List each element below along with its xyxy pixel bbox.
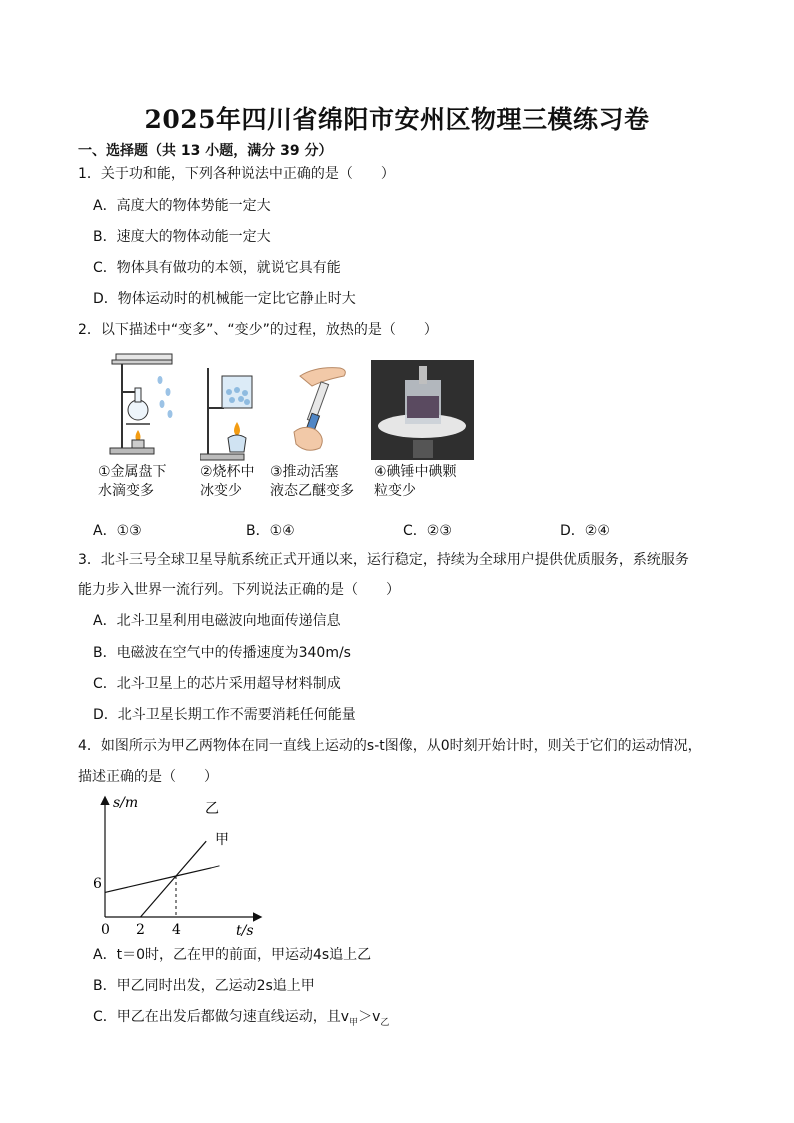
question-1-stem: 1．关于功和能，下列各种说法中正确的是（ ） <box>78 166 395 182</box>
y-axis-label: s/m <box>113 795 139 811</box>
q3-option-b: B．电磁波在空气中的传播速度为340m/s <box>93 645 351 661</box>
x-tick-0: 0 <box>101 922 110 938</box>
q2-option-b: B．①④ <box>246 523 295 539</box>
figure-iodine-photo <box>371 360 474 460</box>
q4-option-c-sub-yi: 乙 <box>380 1017 390 1028</box>
q3-option-d: D．北斗卫星长期工作不需要消耗任何能量 <box>93 707 356 723</box>
legend-leader-jia <box>212 866 220 868</box>
q2-option-d: D．②④ <box>560 523 610 539</box>
q1-option-c: C．物体具有做功的本领，就说它具有能 <box>93 260 341 276</box>
question-4-stem-line2: 描述正确的是（ ） <box>78 769 218 785</box>
x-tick-4: 4 <box>172 922 181 938</box>
q2-caption-4-line1: ④碘锤中碘颗 <box>374 464 457 480</box>
q2-caption-4-line2: 粒变少 <box>374 483 416 499</box>
q2-caption-3-line1: ③推动活塞 <box>270 464 339 480</box>
q2-caption-1-line1: ①金属盘下 <box>98 464 167 480</box>
page-title: 2025年四川省绵阳市安州区物理三模练习卷 <box>144 105 650 134</box>
q2-caption-2-line1: ②烧杯中 <box>200 464 255 480</box>
q2-option-a: A．①③ <box>93 523 142 539</box>
q4-option-c-mid: ＞v <box>358 1009 381 1025</box>
q1-option-a: A．高度大的物体势能一定大 <box>93 198 271 214</box>
q4-option-c-sub-jia: 甲 <box>349 1017 359 1028</box>
st-graph <box>86 792 276 938</box>
q4-option-c <box>93 1007 389 1033</box>
q2-caption-1-line2: 水滴变多 <box>98 483 154 499</box>
section-heading: 一、选择题（共 13 小题，满分 39 分） <box>78 143 333 159</box>
x-axis-label: t/s <box>236 923 254 938</box>
q4-option-a: A．t＝0时，乙在甲的前面，甲运动4s追上乙 <box>93 947 372 963</box>
q3-option-a: A．北斗卫星利用电磁波向地面传递信息 <box>93 613 341 629</box>
q2-caption-2-line2: 冰变少 <box>200 483 242 499</box>
figure-beaker-ice <box>200 366 264 462</box>
question-4-stem-line1: 4．如图所示为甲乙两物体在同一直线上运动的s-t图像，从0时刻开始计时，则关于它们的运动情况， <box>78 738 702 754</box>
y-tick-6: 6 <box>93 876 102 892</box>
question-3-stem-line1: 3．北斗三号全球卫星导航系统正式开通以来，运行稳定，持续为全球用户提供优质服务，系统服务 <box>78 552 689 568</box>
figure-metal-plate-flask <box>108 352 180 460</box>
line-yi <box>141 841 207 917</box>
series-label-jia: 甲 <box>215 832 229 848</box>
q4-option-b: B．甲乙同时出发，乙运动2s追上甲 <box>93 978 315 994</box>
question-2-stem: 2．以下描述中“变多”、“变少”的过程，放热的是（ ） <box>78 322 438 338</box>
q1-option-d: D．物体运动时的机械能一定比它静止时大 <box>93 291 356 307</box>
series-label-yi: 乙 <box>205 801 219 817</box>
figure-syringe-hand <box>286 362 350 462</box>
x-tick-2: 2 <box>136 922 145 938</box>
question-3-stem-line2: 能力步入世界一流行列。下列说法正确的是（ ） <box>78 582 400 598</box>
q4-option-c-prefix: C．甲乙在出发后都做匀速直线运动，且v <box>93 1009 350 1025</box>
q2-option-c: C．②③ <box>403 523 452 539</box>
line-jia <box>105 868 212 893</box>
q3-option-c: C．北斗卫星上的芯片采用超导材料制成 <box>93 676 341 692</box>
q2-caption-3-line2: 液态乙醚变多 <box>270 483 354 499</box>
q1-option-b: B．速度大的物体动能一定大 <box>93 229 271 245</box>
